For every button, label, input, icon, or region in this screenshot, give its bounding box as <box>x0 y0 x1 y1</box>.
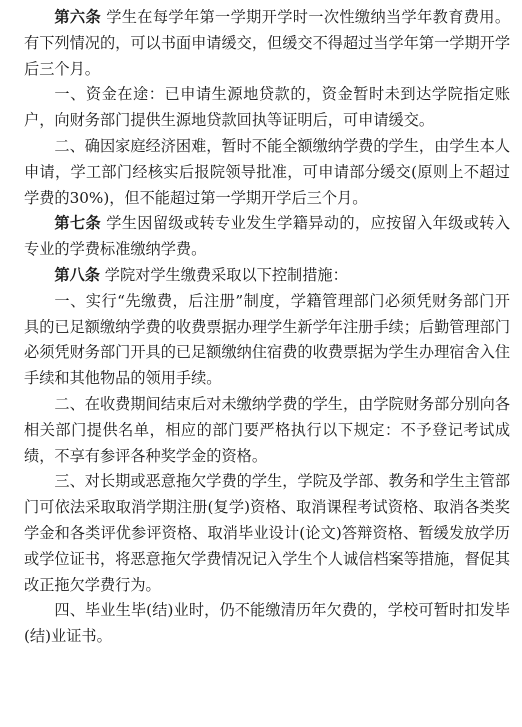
article-8-body: 学院对学生缴费采取以下控制措施： <box>104 265 348 284</box>
article-7-paragraph <box>24 211 510 263</box>
article-6-paragraph <box>24 5 510 82</box>
article-6-item-2: 二、确因家庭经济困难，暂时不能全额缴纳学费的学生，由学生本人申请，学工部门经核实后报院领导批准，可申请部分缓交(原则上不超过学费的30%)，但不能超过第一学期开学后三个月。 <box>24 136 511 207</box>
article-7-heading: 第七条 <box>54 214 102 233</box>
article-8-heading: 第八条 <box>54 265 100 284</box>
article-6-body: 学生在每学年第一学期开学时一次性缴纳当学年教育费用。有下列情况的，可以书面申请缓交，但缓交不得超过当学年第一学期开学后三个月。 <box>24 8 511 78</box>
article-8-item-1: 一、实行“先缴费，后注册”制度，学籍管理部门必须凭财务部门开具的已足额缴纳学费的收费票据办理学生新学年注册手续；后勤管理部门必须凭财务部门开具的已足额缴纳住宿费的收费票据为学生办理宿舍入住手续和其他物品的领用手续。 <box>24 291 510 388</box>
article-8-item-4: 四、毕业生毕(结)业时，仍不能缴清历年欠费的，学校可暂时扣发毕(结)业证书。 <box>24 601 510 646</box>
article-6-item-1: 一、资金在途：已申请生源地贷款的，资金暂时未到达学院指定账户，向财务部门提供生源地贷款回执等证明后，可申请缓交。 <box>24 85 510 130</box>
article-7-body: 学生因留级或转专业发生学籍异动的，应按留入年级或转入专业的学费标准缴纳学费。 <box>24 214 511 259</box>
article-8-item-2: 二、在收费期间结束后对未缴纳学费的学生，由学院财务部分别向各相关部门提供名单，相应的部门要严格执行以下规定：不予登记考试成绩，不享有参评各种奖学金的资格。 <box>24 394 511 465</box>
article-8-paragraph <box>24 263 510 289</box>
article-6-heading: 第六条 <box>54 8 102 26</box>
article-8-item-3: 三、对长期或恶意拖欠学费的学生，学院及学部、教务和学生主管部门可依法采取取消学期注册(复学)资格、取消课程考试资格、取消各类奖学金和各类评优参评资格、取消毕业设计(论文)答辩资格、暂缓发放学历或学位证书，将恶意拖欠学费情况记入学生个人诚信档案等措施，督促其改正拖欠学费行为。 <box>24 472 511 594</box>
